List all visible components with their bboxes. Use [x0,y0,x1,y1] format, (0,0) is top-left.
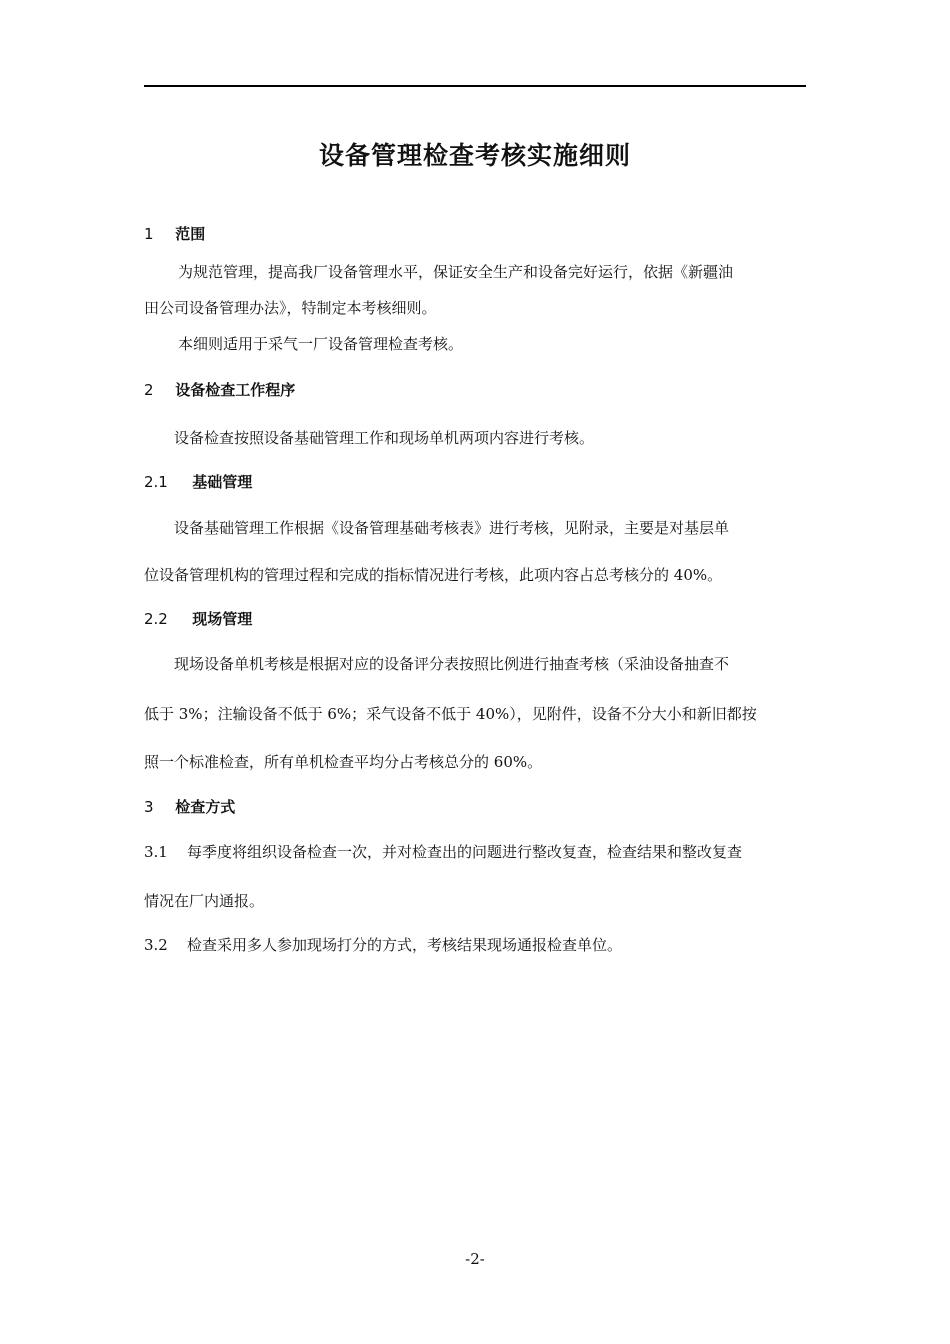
section-3-1-line-2: 情况在厂内通报。 [144,892,265,910]
section-2-2-heading [144,608,252,629]
section-2-1-line-1: 设备基础管理工作根据《设备管理基础考核表》进行考核，见附录，主要是对基层单 [174,519,730,537]
section-2-title: 设备检查工作程序 [175,381,296,399]
section-2-2-title: 现场管理 [192,610,253,628]
section-3-number: 3 [144,798,154,816]
header-rule [144,85,806,87]
section-3-1-text: 每季度将组织设备检查一次，并对检查出的问题进行整改复查，检查结果和整改复查 [187,843,743,861]
section-1-paragraph-line-1: 为规范管理，提高我厂设备管理水平，保证安全生产和设备完好运行，依据《新疆油 [178,263,734,281]
section-3-title: 检查方式 [175,798,236,816]
section-1-paragraph-2: 本细则适用于采气一厂设备管理检查考核。 [178,335,464,353]
section-2-1-heading [144,471,252,492]
document-title: 设备管理检查考核实施细则 [318,141,631,170]
section-2-2-number: 2.2 [144,610,168,628]
section-2-2-line-3: 照一个标准检查，所有单机检查平均分占考核总分的 60%。 [144,753,543,771]
section-3-heading [144,796,235,817]
section-3-1-number: 3.1 [144,843,168,861]
section-2-1-line-2: 位设备管理机构的管理过程和完成的指标情况进行考核，此项内容占总考核分的 40%。 [144,566,723,584]
section-1-number: 1 [144,225,154,243]
section-3-2-number: 3.2 [144,936,168,954]
section-1-heading [144,223,205,244]
section-2-2-line-2: 低于 3%；注输设备不低于 6%；采气设备不低于 40%），见附件，设备不分大小和新旧都按 [144,705,757,723]
page-number: -2- [465,1250,485,1268]
section-2-1-title: 基础管理 [192,473,253,491]
section-3-2-text: 检查采用多人参加现场打分的方式，考核结果现场通报检查单位。 [187,936,623,954]
section-2-2-line-1: 现场设备单机考核是根据对应的设备评分表按照比例进行抽查考核（采油设备抽查不 [174,655,730,673]
section-2-paragraph: 设备检查按照设备基础管理工作和现场单机两项内容进行考核。 [174,429,595,447]
section-2-1-number: 2.1 [144,473,168,491]
section-3-2-line-1 [144,934,806,955]
section-1-paragraph-line-2: 田公司设备管理办法》，特制定本考核细则。 [144,299,437,317]
section-2-number: 2 [144,381,154,399]
section-2-heading [144,379,295,400]
section-3-1-line-1 [144,841,806,862]
section-1-title: 范围 [175,225,206,243]
